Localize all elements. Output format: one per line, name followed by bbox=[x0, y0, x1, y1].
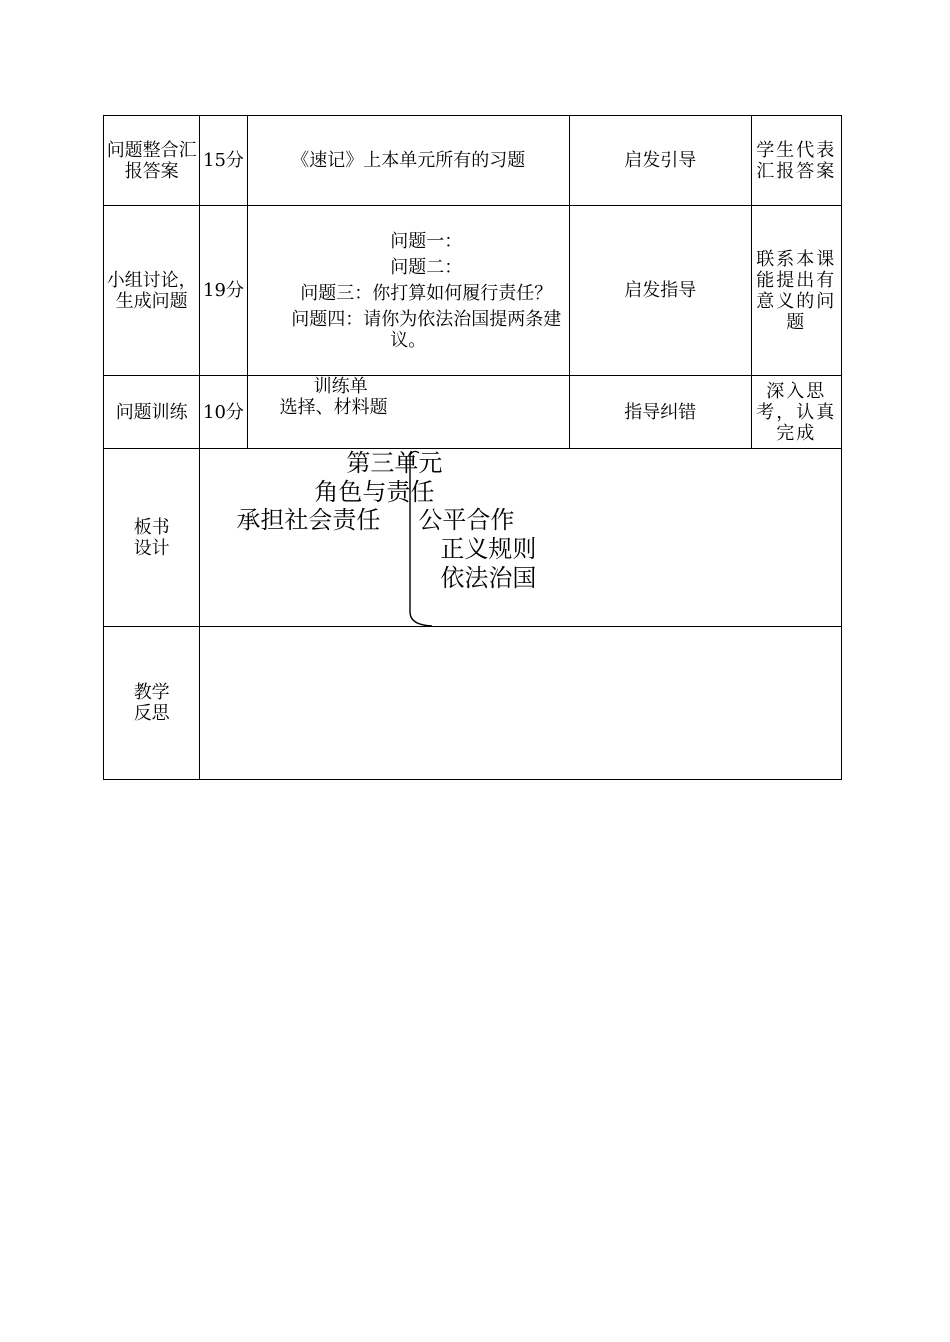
training-subtitle: 选择、材料题 bbox=[279, 397, 388, 418]
note-cell bbox=[751, 116, 841, 206]
reflection-label: 教学反思 bbox=[133, 682, 170, 724]
table-row bbox=[104, 376, 842, 449]
board-item: 公平合作 bbox=[418, 506, 515, 534]
method-cell bbox=[569, 116, 751, 206]
reflection-cell bbox=[200, 627, 842, 780]
content-text: 《速记》上本单元所有的习题 bbox=[291, 150, 526, 171]
table-row bbox=[104, 206, 842, 376]
board-item: 正义规则 bbox=[440, 535, 537, 563]
method-cell bbox=[569, 376, 751, 449]
lesson-plan-table bbox=[103, 115, 842, 780]
content-cell bbox=[247, 116, 569, 206]
question-item: 问题一： bbox=[390, 230, 463, 252]
board-unit: 第三单元 bbox=[346, 449, 443, 477]
stage-cell bbox=[104, 206, 200, 376]
reflection-label-cell bbox=[104, 627, 200, 780]
training-title: 训练单 bbox=[313, 376, 368, 397]
method-text: 启发引导 bbox=[624, 150, 697, 171]
board-item: 依法治国 bbox=[440, 564, 537, 592]
question-item: 问题三：你打算如何履行责任？ bbox=[300, 282, 553, 304]
time-cell bbox=[200, 116, 247, 206]
method-cell bbox=[569, 206, 751, 376]
time-label: 19分 bbox=[203, 280, 244, 301]
time-label: 15分 bbox=[203, 150, 244, 171]
note-cell bbox=[751, 376, 841, 449]
question-item: 问题二： bbox=[390, 256, 463, 278]
note-text: 学生代表汇报答案 bbox=[756, 139, 837, 182]
note-text: 深入思考，认真完成 bbox=[756, 380, 837, 444]
board-branch-left: 承担社会责任 bbox=[236, 506, 381, 534]
stage-label: 小组讨论，生成问题 bbox=[106, 269, 197, 312]
note-cell bbox=[751, 206, 841, 376]
board-title: 角色与责任 bbox=[314, 478, 435, 506]
table-row bbox=[104, 449, 842, 627]
time-cell bbox=[200, 206, 247, 376]
table-row bbox=[104, 116, 842, 206]
stage-label: 问题训练 bbox=[115, 401, 188, 423]
stage-label: 问题整合汇报答案 bbox=[106, 139, 197, 182]
question-item: 问题四：请你为依法治国提两条建议。 bbox=[291, 308, 562, 351]
board-label-cell bbox=[104, 449, 200, 627]
stage-cell bbox=[104, 376, 200, 449]
method-text: 指导纠错 bbox=[624, 401, 697, 423]
stage-cell bbox=[104, 116, 200, 206]
note-text: 联系本课能提出有意义的问题 bbox=[756, 248, 837, 333]
questions-cell bbox=[247, 206, 569, 376]
table-row bbox=[104, 627, 842, 780]
training-cell bbox=[247, 376, 569, 449]
board-label: 板书设计 bbox=[133, 516, 170, 559]
board-design bbox=[200, 449, 841, 626]
board-design-cell bbox=[200, 449, 842, 627]
time-label: 10分 bbox=[203, 401, 244, 423]
method-text: 启发指导 bbox=[624, 280, 697, 301]
time-cell bbox=[200, 376, 247, 449]
